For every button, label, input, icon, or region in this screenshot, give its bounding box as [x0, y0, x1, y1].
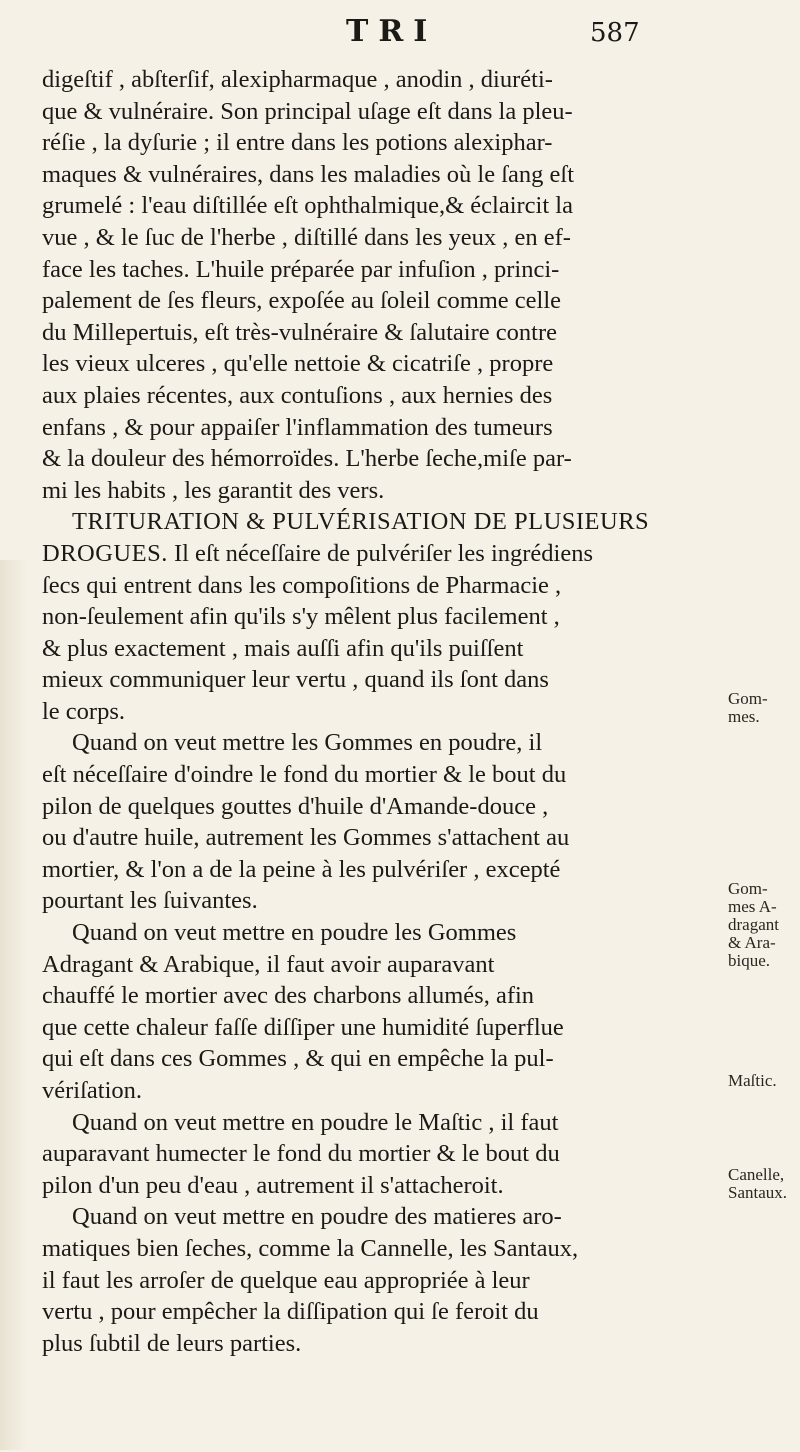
text-line: mieux communiquer leur vertu , quand ils ſont dans [42, 666, 549, 694]
text-line: Il eſt néceſſaire de pulvériſer les ingrédiens [173, 539, 594, 567]
margin-note-line: bique. [728, 951, 771, 970]
margin-note-gommes [728, 690, 800, 726]
text-line: ou d'autre huile, autrement les Gommes s'attachent au [42, 824, 570, 852]
text-line: Quand on veut mettre les Gommes en poudre, il [72, 729, 543, 757]
text-line: vertu , pour empêcher la diſſipation qui ſe feroit du [42, 1298, 539, 1326]
paragraph-mastic [42, 1107, 722, 1202]
margin-note-line: mes. [728, 707, 760, 726]
margin-notes [724, 0, 800, 1452]
running-head: TRI [346, 14, 438, 49]
paragraph-gommes [42, 727, 722, 917]
text-line: du Millepertuis, eſt très-vulnéraire & ſalutaire contre [42, 318, 557, 346]
text-line: eſt néceſſaire d'oindre le fond du mortier & le bout du [42, 761, 567, 789]
page-gutter-shadow [0, 560, 28, 1450]
margin-note-cannelle [728, 1166, 800, 1202]
section-heading-trituration [42, 506, 722, 538]
margin-note-line: dragant [728, 915, 779, 934]
text-line: enfans , & pour appaiſer l'inflammation des tumeurs [42, 413, 553, 441]
margin-note-mastic [728, 1072, 800, 1090]
text-line: maques & vulnéraires, dans les maladies où le ſang eſt [42, 160, 575, 188]
margin-note-line: Santaux. [728, 1183, 788, 1202]
section-heading: TRITURATION & PULVÉRISATION DE PLUSIEURS [72, 508, 650, 536]
text-line: que & vulnéraire. Son principal uſage eſt dans la pleu- [42, 97, 573, 125]
text-line: mortier, & l'on a de la peine à les pulvériſer , excepté [42, 855, 561, 883]
text-line: plus ſubtil de leurs parties. [42, 1329, 302, 1357]
text-line: & plus exactement , mais auſſi afin qu'ils puiſſent [42, 634, 524, 662]
text-line: & la douleur des hémorroïdes. L'herbe ſeche,miſe par- [42, 445, 572, 473]
text-line: pilon d'un peu d'eau , autrement il s'attacheroit. [42, 1171, 504, 1199]
text-line: Quand on veut mettre en poudre les Gommes [72, 919, 517, 947]
text-line: vue , & le ſuc de l'herbe , diſtillé dans les yeux , en ef- [42, 223, 571, 251]
paragraph-adragant [42, 917, 722, 1107]
margin-note-line: Maſtic. [728, 1071, 777, 1090]
margin-note-adragant [728, 880, 800, 970]
text-line: réſie , la dyſurie ; il entre dans les potions alexiphar- [42, 129, 553, 157]
section-heading-continued: DROGUES. [42, 539, 168, 567]
margin-note-line: & Ara- [728, 933, 776, 952]
text-line: grumelé : l'eau diſtillée eſt ophthalmique,& éclaircit la [42, 192, 573, 220]
text-line: pourtant les ſuivantes. [42, 887, 258, 915]
page-header [0, 8, 800, 58]
text-line: mi les habits , les garantit des vers. [42, 476, 385, 504]
text-line: palement de ſes fleurs, expoſée au ſoleil comme celle [42, 287, 562, 315]
margin-note-line: mes A- [728, 897, 777, 916]
paragraph-herb-virtues [42, 64, 722, 506]
text-line: aux plaies récentes, aux contuſions , aux hernies des [42, 381, 553, 409]
text-line: non-ſeulement afin qu'ils s'y mêlent plus facilement , [42, 603, 560, 631]
body-text [42, 64, 722, 1359]
paragraph-aromatiques [42, 1201, 722, 1359]
text-line: Quand on veut mettre en poudre le Maſtic , il faut [72, 1108, 559, 1136]
text-line: auparavant humecter le fond du mortier & le bout du [42, 1140, 560, 1168]
text-line: le corps. [42, 697, 125, 725]
text-line: ſecs qui entrent dans les compoſitions de Pharmacie , [42, 571, 562, 599]
text-line: face les taches. L'huile préparée par infuſion , princi- [42, 255, 560, 283]
text-line: les vieux ulceres , qu'elle nettoie & cicatriſe , propre [42, 350, 554, 378]
margin-note-line: Gom- [728, 689, 768, 708]
text-line: il faut les arroſer de quelque eau appropriée à leur [42, 1266, 530, 1294]
text-line: que cette chaleur faſſe diſſiper une humidité ſuperflue [42, 1013, 564, 1041]
margin-note-line: Gom- [728, 879, 768, 898]
text-line: pilon de quelques gouttes d'huile d'Amande-douce , [42, 792, 549, 820]
text-line: Quand on veut mettre en poudre des matieres aro- [72, 1203, 562, 1231]
text-line: qui eſt dans ces Gommes , & qui en empêche la pul- [42, 1045, 554, 1073]
text-line: Adragant & Arabique, il faut avoir auparavant [42, 950, 495, 978]
text-line: vériſation. [42, 1077, 143, 1104]
margin-note-line: Canelle, [728, 1165, 785, 1184]
text-line: matiques bien ſeches, comme la Cannelle, les Santaux, [42, 1234, 579, 1262]
text-line: chauffé le mortier avec des charbons allumés, afin [42, 982, 535, 1010]
text-line: digeſtif , abſterſif, alexipharmaque , anodin , diuréti- [42, 66, 553, 93]
page-number: 587 [590, 18, 640, 48]
paragraph-trituration [42, 538, 722, 728]
